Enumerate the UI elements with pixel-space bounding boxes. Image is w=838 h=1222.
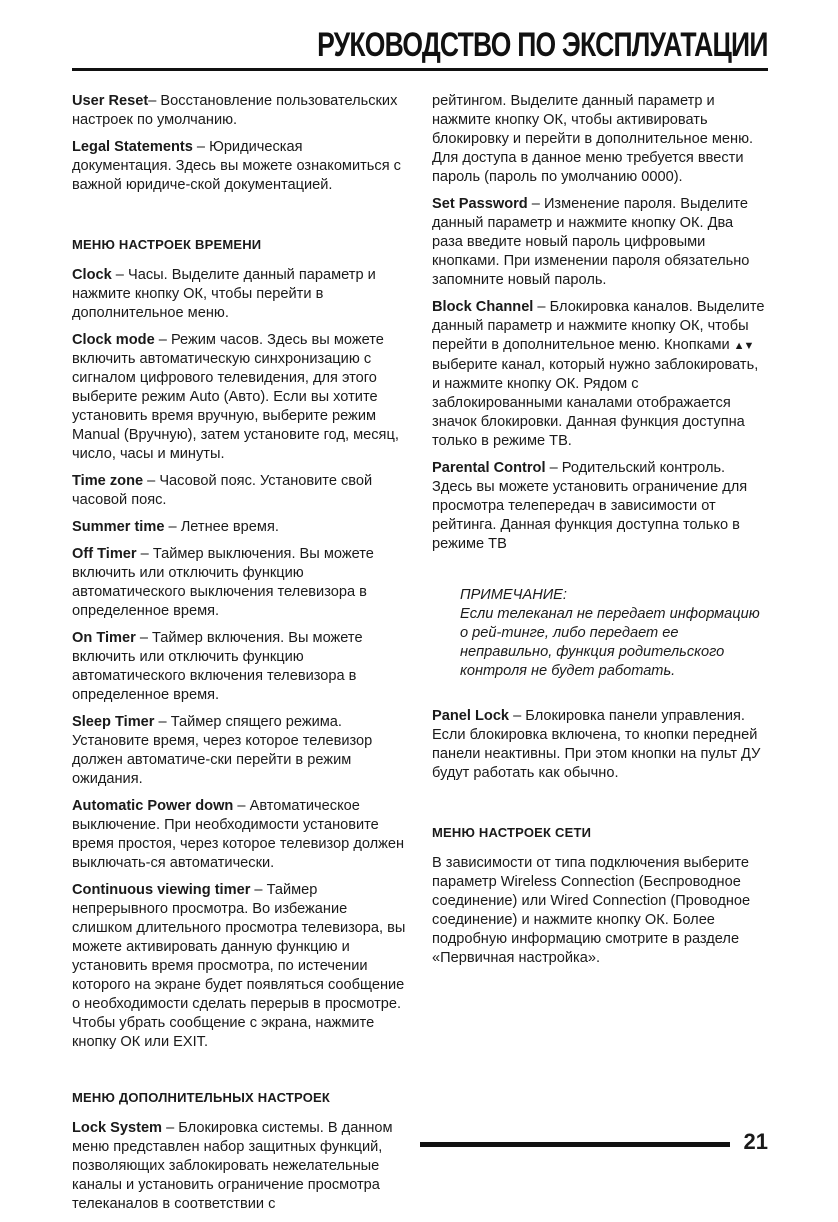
paragraph-block-channel [432, 298, 766, 451]
term: Sleep Timer [72, 714, 155, 730]
note-block [460, 586, 766, 681]
paragraph-network: В зависимости от типа подключения выберите параметр Wireless Connection (Беспроводное соединение) или Wired Connection (Проводное соединение) и нажмите кнопку ОК. Более подробную информацию смотрите в разделе «Первичная настройка». [432, 855, 751, 966]
paragraph-summer-time [72, 518, 406, 537]
left-column [72, 92, 406, 1222]
definition: – Изменение пароля. Выделите данный параметр и нажмите кнопку ОК. Два раза введите новый пароль цифровыми кнопками. При изменении пароля обязательно запомните новый пароль. [432, 196, 750, 288]
definition: – Часы. Выделите данный параметр и нажмите кнопку ОК, чтобы перейти в дополнительное меню. [72, 267, 376, 321]
page-title: РУКОВОДСТВО ПО ЭКСПЛУАТАЦИИ [317, 26, 768, 64]
section-heading-network: МЕНЮ НАСТРОЕК СЕТИ [432, 825, 592, 840]
definition: – Восстановление пользовательских настроек по умолчанию. [72, 93, 398, 128]
term: Clock [72, 267, 112, 283]
term: Off Timer [72, 546, 137, 562]
term: Time zone [72, 473, 144, 489]
term: Parental Control [432, 460, 546, 476]
paragraph-parental-control [432, 459, 766, 554]
term: Panel Lock [432, 708, 510, 724]
section-heading-time: МЕНЮ НАСТРОЕК ВРЕМЕНИ [72, 237, 262, 252]
paragraph-panel-lock [432, 707, 766, 783]
definition: – Таймер спящего режима. Установите время, через которое телевизор должен автоматиче-ски перейти в режим ожидания. [72, 714, 373, 787]
paragraph-on-timer [72, 629, 406, 705]
definition: – Блокировка системы. В данном меню представлен набор защитных функций, позволяющих заблокировать нежелательные каналы и установить ограничение просмотра телеканалов в соответствии с [72, 1120, 393, 1212]
term: Clock mode [72, 332, 155, 348]
definition: – Родительский контроль. Здесь вы можете установить ограничение для просмотра телепередач в зависимости от рейтинга. Данная функция доступна только в режиме ТВ [432, 460, 748, 552]
definition: – Юридическая документация. Здесь вы можете ознакомиться с важной юридиче-ской документацией. [72, 139, 401, 193]
paragraph-off-timer [72, 545, 406, 621]
paragraph-clock-mode [72, 331, 406, 464]
term: Block Channel [432, 299, 534, 315]
term: Legal Statements [72, 139, 193, 155]
term: Set Password [432, 196, 528, 212]
term: Continuous viewing timer [72, 882, 251, 898]
section-heading-advanced: МЕНЮ ДОПОЛНИТЕЛЬНЫХ НАСТРОЕК [72, 1090, 331, 1105]
paragraph-lock-system [72, 1119, 406, 1214]
note-text: Если телеканал не передает информацию о рей-тинге, либо передает ее неправильно, функция родительского контроля не будет работать. [460, 606, 760, 679]
definition: – Режим часов. Здесь вы можете включить автоматическую синхронизацию с сигналом цифрового телевидения, для этого выберите режим Auto (Авто). Если вы хотите установить время вручную, выберите режим Manual (Вручную), затем установите год, месяц, число, часы и минуты. [72, 332, 399, 462]
definition: – Блокировка панели управления. Если блокировка включена, то кнопки передней панели неактивны. При этом кнопки на пульт ДУ будут работать как обычно. [432, 708, 761, 781]
paragraph-lock-continuation: рейтингом. Выделите данный параметр и нажмите кнопку ОК, чтобы активировать блокировку и перейти в дополнительное меню. Для доступа в данное меню требуется ввести пароль (пароль по умолчанию 0000). [432, 93, 754, 185]
paragraph-clock [72, 266, 406, 323]
paragraph-set-password [432, 195, 766, 290]
paragraph-user-reset [72, 92, 406, 130]
paragraph-legal-statements [72, 138, 406, 195]
up-down-arrows-icon: ▲▼ [733, 340, 754, 352]
definition: – Блокировка каналов. Выделите данный параметр и нажмите кнопку ОК, чтобы перейти в дополнительное меню. Кнопками [432, 299, 765, 353]
footer-bar [420, 1142, 730, 1147]
term: Summer time [72, 519, 165, 535]
paragraph-continuous-viewing [72, 881, 406, 1052]
term: User Reset [72, 93, 149, 109]
page-number: 21 [743, 1129, 768, 1154]
right-column [432, 92, 766, 976]
definition: – Таймер включения. Вы можете включить или отключить функцию автоматического включения телевизора в определенное время. [72, 630, 363, 703]
note-title: ПРИМЕЧАНИЕ: [460, 587, 567, 603]
paragraph-sleep-timer [72, 713, 406, 789]
definition: – Таймер выключения. Вы можете включить или отключить функцию автоматического выключения телевизора в определенное время. [72, 546, 374, 619]
paragraph-time-zone [72, 472, 406, 510]
paragraph-auto-power-down [72, 797, 406, 873]
term: Lock System [72, 1120, 163, 1136]
term: On Timer [72, 630, 136, 646]
definition: – Часовой пояс. Установите свой часовой пояс. [72, 473, 373, 508]
term: Automatic Power down [72, 798, 234, 814]
definition: – Таймер непрерывного просмотра. Во избежание слишком длительного просмотра телевизора, вы можете активировать данную функцию и установить время просмотра, по истечении которого на экране будет появляться сообщение о необходимости сделать перерыв в просмотре. Чтобы убрать сообщение с экрана, нажмите кнопку ОК или EXIT. [72, 882, 406, 1050]
definition: – Автоматическое выключение. При необходимости установите время простоя, через которое телевизор должен выключать-ся автоматически. [72, 798, 405, 871]
definition: – Летнее время. [164, 519, 279, 535]
header-rule [72, 68, 768, 71]
definition-continued: выберите канал, который нужно заблокировать, и нажмите кнопку ОК. Рядом с заблокированными каналами отображается значок блокировки. Данная функция доступна только в режиме ТВ. [432, 357, 759, 449]
